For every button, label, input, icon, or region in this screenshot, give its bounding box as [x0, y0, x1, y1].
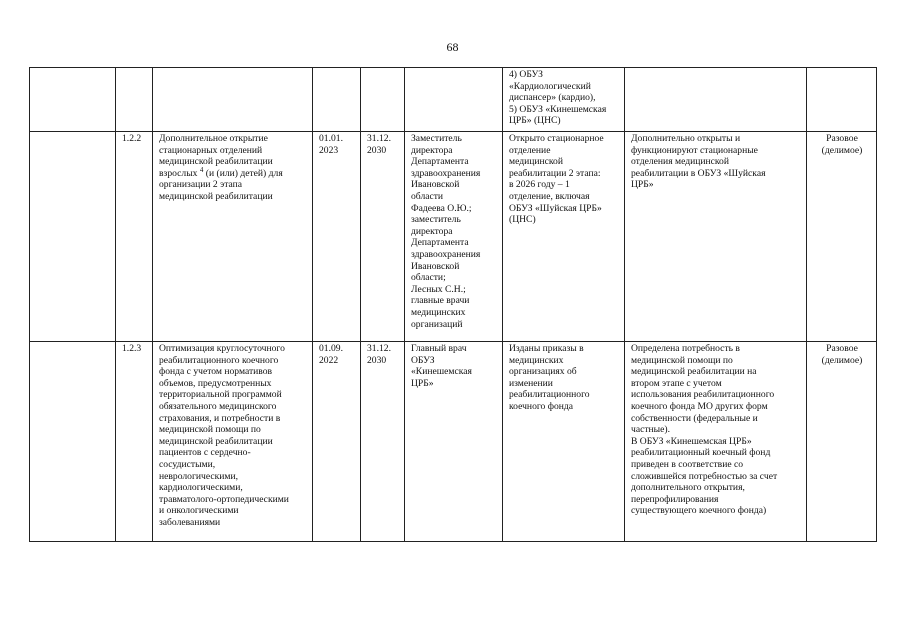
effect-line: собственности (федеральные и [631, 412, 758, 424]
measure-line: и онкологическими [159, 505, 239, 517]
empty-cell [30, 68, 116, 132]
empty-cell [30, 342, 116, 542]
table-row [30, 342, 877, 542]
responsible-cell [405, 132, 503, 342]
result-line: в 2026 году – 1 [509, 179, 570, 191]
measure-line: кардиологическими, [159, 482, 243, 494]
measure-line: фонда с учетом нормативов [159, 366, 273, 378]
result-line: (ЦНС) [509, 214, 536, 226]
end-date-line: 2030 [367, 144, 387, 156]
measure-line: сосудистыми, [159, 458, 216, 470]
measure-line: неврологическими, [159, 470, 239, 482]
start-date-line: 01.01. [319, 133, 343, 144]
result-line: отделение [509, 144, 551, 156]
responsible-line: организаций [411, 318, 463, 330]
responsible-line: здравоохранения [411, 167, 481, 179]
type-cell [807, 68, 877, 132]
result-cell [503, 342, 625, 542]
measure-line: объемов, предусмотренных [159, 377, 272, 389]
result-line: 4) ОБУЗ [509, 69, 543, 80]
effect-line: функционируют стационарные [631, 144, 758, 156]
empty-cell [30, 132, 116, 342]
measure-line: организации 2 этапа [159, 179, 243, 191]
responsible-cell [405, 342, 503, 542]
effect-line: Дополнительно открыты и [631, 133, 741, 144]
end-date-cell [361, 132, 405, 342]
effect-line: дополнительного открытия, [631, 482, 745, 494]
type-line: Разовое [826, 133, 858, 144]
responsible-line: Заместитель [411, 133, 462, 144]
responsible-line: «Кинешемская [411, 366, 472, 378]
responsible-line: заместитель [411, 214, 461, 226]
responsible-line: области; [411, 272, 446, 284]
measure-line: заболеваниями [159, 516, 221, 528]
effect-line: частные). [631, 424, 670, 436]
row-code: 1.2.3 [122, 343, 142, 354]
responsible-line: директора [411, 144, 453, 156]
page-number: 68 [446, 40, 459, 54]
start-date-cell [313, 342, 361, 542]
effect-line: медицинской реабилитации на [631, 366, 757, 378]
type-line: Разовое [826, 343, 858, 354]
effect-line: отделения медицинской [631, 156, 729, 168]
responsible-cell [405, 68, 503, 132]
measure-line: Дополнительное открытие [159, 133, 268, 144]
type-cell [807, 132, 877, 342]
result-line: коечного фонда [509, 400, 574, 412]
end-date-line: 31.12. [367, 343, 391, 354]
result-line: ОБУЗ «Шуйская ЦРБ» [509, 202, 602, 214]
measure-line: пациентов с сердечно- [159, 447, 251, 459]
effect-line: Определена потребность в [631, 343, 740, 354]
result-line: отделение, включая [509, 190, 590, 202]
type-cell [807, 342, 877, 542]
result-line: изменении [509, 377, 553, 389]
table-row [30, 68, 877, 132]
measures-table [29, 67, 877, 542]
effect-cell [625, 68, 807, 132]
responsible-line: ОБУЗ [411, 354, 435, 366]
code-cell [116, 68, 153, 132]
responsible-line: Департамента [411, 156, 469, 168]
responsible-line: Главный врач [411, 343, 467, 354]
result-line: ЦРБ» (ЦНС) [509, 115, 561, 127]
responsible-line: Ивановской [411, 260, 460, 272]
start-date-line: 01.09. [319, 343, 343, 354]
measure-line [159, 165, 307, 180]
end-date-cell [361, 342, 405, 542]
effect-line: реабилитационный коечный фонд [631, 447, 771, 459]
measure-line: территориальной программой [159, 389, 282, 401]
result-line: Изданы приказы в [509, 343, 584, 354]
effect-line: сложившейся потребностью за счет [631, 470, 778, 482]
effect-line: использования реабилитационного [631, 389, 775, 401]
measure-cell [153, 68, 313, 132]
effect-line: существующего коечного фонда) [631, 505, 767, 517]
measure-line: страхования, и потребности в [159, 412, 281, 424]
responsible-line: Ивановской [411, 179, 460, 191]
type-line: (делимое) [821, 144, 863, 156]
effect-line: реабилитации в ОБУЗ «Шуйская [631, 167, 766, 179]
responsible-line: ЦРБ» [411, 377, 434, 389]
measure-line: медицинской реабилитации [159, 190, 273, 202]
effect-line: В ОБУЗ «Кинешемская ЦРБ» [631, 435, 752, 447]
result-line: 5) ОБУЗ «Кинешемская [509, 103, 607, 115]
effect-line: перепрофилирования [631, 493, 719, 505]
result-line: медицинской [509, 156, 563, 168]
effect-line: приведен в соответствие со [631, 458, 744, 470]
effect-line: медицинской помощи по [631, 354, 733, 366]
measure-cell [153, 342, 313, 542]
responsible-line: директора [411, 225, 453, 237]
start-date-line: 2023 [319, 144, 339, 156]
effect-cell [625, 132, 807, 342]
measure-line: медицинской помощи по [159, 424, 261, 436]
measure-text: (и (или) детей) для [205, 167, 283, 179]
result-line: медицинских [509, 354, 564, 366]
effect-line: втором этапе с учетом [631, 377, 722, 389]
measure-line: обязательного медицинского [159, 400, 277, 412]
effect-cell [625, 342, 807, 542]
end-date-line: 2030 [367, 354, 387, 366]
responsible-line: главные врачи [411, 295, 470, 307]
result-line: организациях об [509, 366, 577, 378]
responsible-line: Лесных С.Н.; [411, 283, 466, 295]
result-cell [503, 68, 625, 132]
result-line: Открыто стационарное [509, 133, 604, 144]
end-date-cell [361, 68, 405, 132]
result-line: диспансер» (кардио), [509, 92, 596, 104]
end-date-line: 31.12. [367, 133, 391, 144]
measure-line: стационарных отделений [159, 144, 263, 156]
measure-line: Оптимизация круглосуточного [159, 343, 285, 354]
start-date-line: 2022 [319, 354, 339, 366]
row-code: 1.2.2 [122, 133, 142, 144]
measure-line: реабилитационного коечного [159, 354, 279, 366]
footnote-marker: 4 [199, 165, 204, 174]
effect-line: ЦРБ» [631, 179, 654, 191]
responsible-line: области [411, 190, 444, 202]
responsible-line: медицинских [411, 306, 466, 318]
result-line: реабилитационного [509, 389, 590, 401]
responsible-line: Фадеева О.Ю.; [411, 202, 472, 214]
responsible-line: здравоохранения [411, 248, 481, 260]
measure-line: медицинской реабилитации [159, 435, 273, 447]
effect-line: коечного фонда МО других форм [631, 400, 768, 412]
measure-cell [153, 132, 313, 342]
result-line: реабилитации 2 этапа: [509, 167, 601, 179]
responsible-line: Департамента [411, 237, 469, 249]
measure-line: медицинской реабилитации [159, 156, 273, 168]
code-cell [116, 342, 153, 542]
measure-line: травматолого-ортопедическими [159, 493, 289, 505]
table-row [30, 132, 877, 342]
result-line: «Кардиологический [509, 80, 591, 92]
type-line: (делимое) [821, 354, 863, 366]
start-date-cell [313, 68, 361, 132]
result-cell [503, 132, 625, 342]
start-date-cell [313, 132, 361, 342]
code-cell [116, 132, 153, 342]
measure-text: взрослых [159, 167, 198, 179]
